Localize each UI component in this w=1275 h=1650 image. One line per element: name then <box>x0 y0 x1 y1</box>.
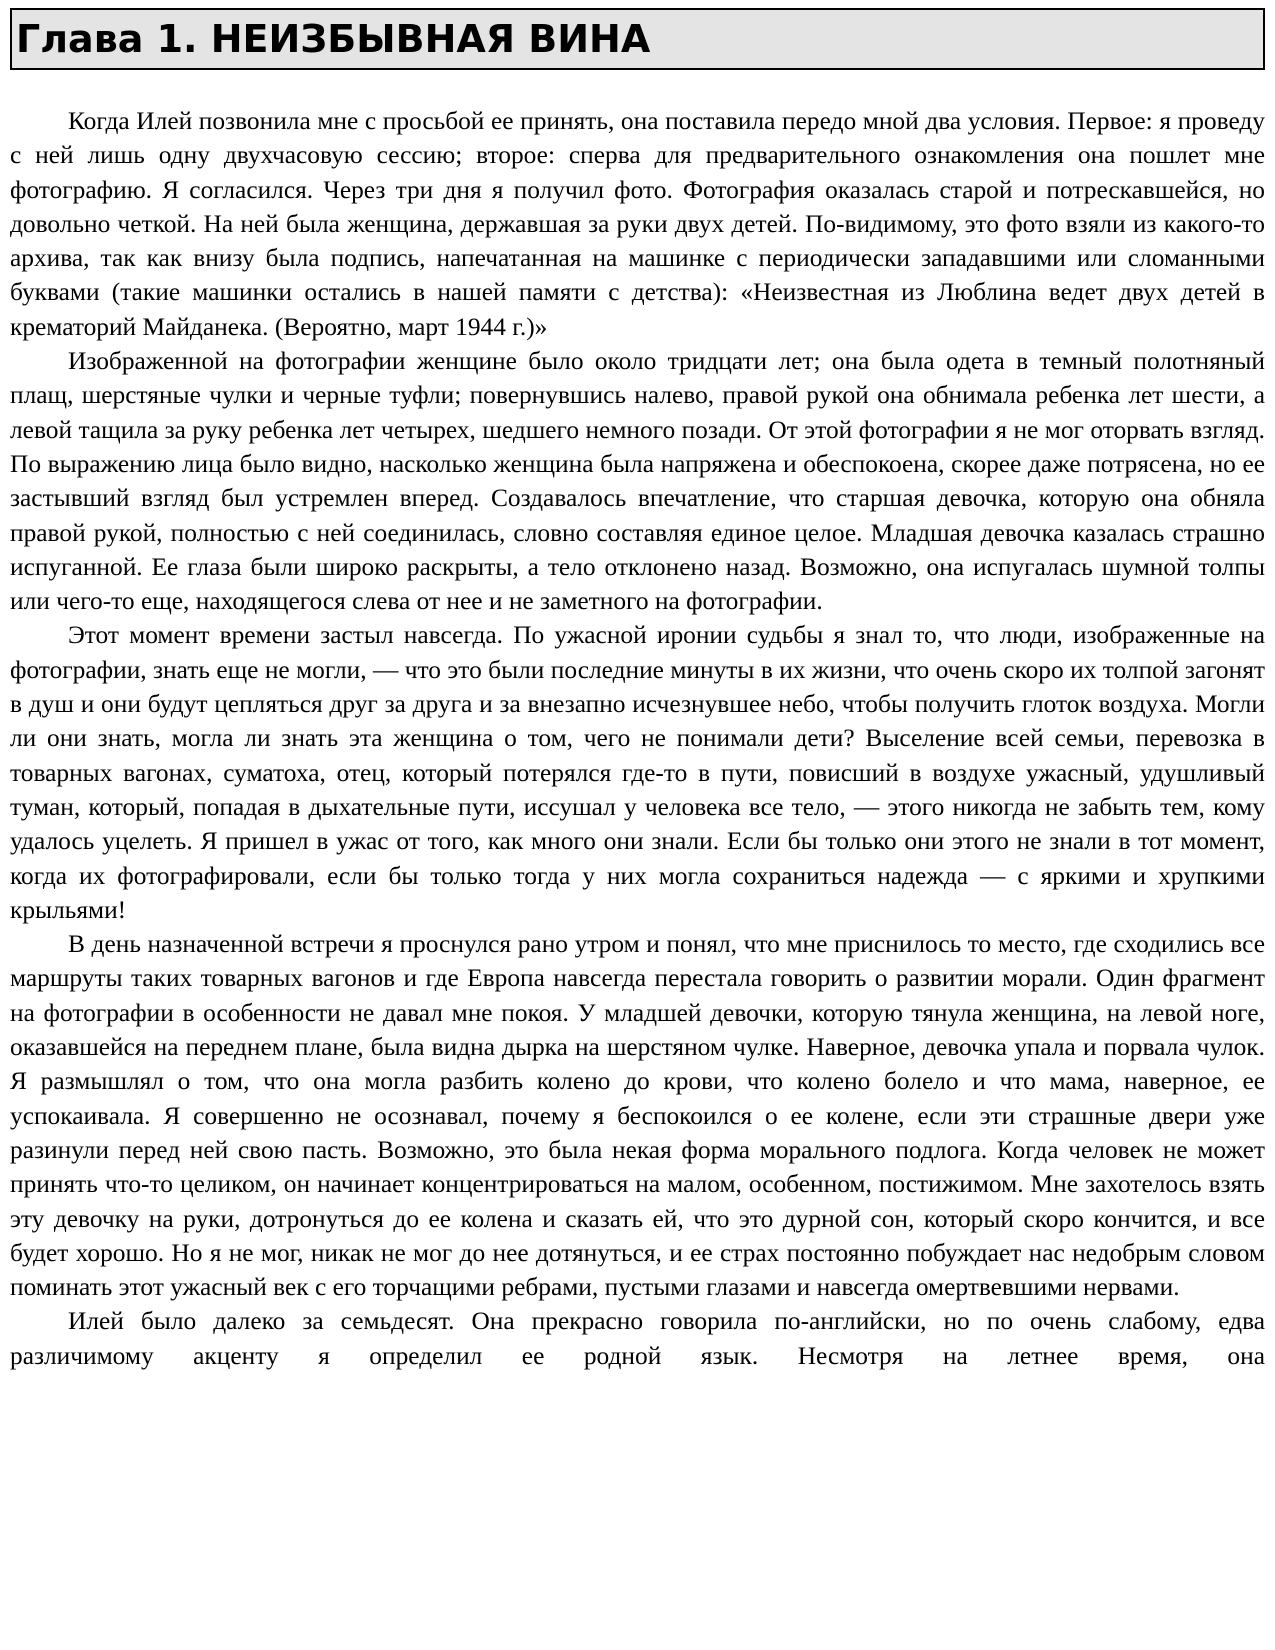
paragraph: Илей было далеко за семьдесят. Она прекрасно говорила по-английски, но по очень слабому, едва различимому акценту я определил ее родной язык. Несмотря на летнее время, она <box>10 1307 1265 1370</box>
chapter-body <box>10 104 1265 1373</box>
document-page <box>10 8 1265 1373</box>
paragraph: Когда Илей позвонила мне с просьбой ее принять, она поставила передо мной два условия. Первое: я проведу с ней лишь одну двухчасовую сессию; второе: сперва для предварительного ознакомления она пошлет мне фотографию. Я согласился. Через три дня я получил фото. Фотография оказалась старой и потрескавшейся, но довольно четкой. На ней была женщина, державшая за руки двух детей. По-видимому, это фото взяли из какого-то архива, так как внизу была подпись, напечатанная на машинке с периодически западавшими или сломанными буквами (такие машинки остались в нашей памяти с детства): «Неизвестная из Люблина ведет двух детей в крематорий Майданека. (Вероятно, март 1944 г.)» <box>10 107 1265 341</box>
chapter-title: Глава 1. НЕИЗБЫВНАЯ ВИНА <box>10 8 1265 70</box>
paragraph: Изображенной на фотографии женщине было около тридцати лет; она была одета в темный полотняный плащ, шерстяные чулки и черные туфли; повернувшись налево, правой рукой она обнимала ребенка лет шести, а левой тащила за руку ребенка лет четырех, шедшего немного позади. От этой фотографии я не мог оторвать взгляд. По выражению лица было видно, насколько женщина была напряжена и обеспокоена, скорее даже потрясена, но ее застывший взгляд был устремлен вперед. Создавалось впечатление, что старшая девочка, которую она обняла правой рукой, полностью с ней соединилась, словно составляя единое целое. Младшая девочка казалась страшно испуганной. Ее глаза были широко раскрыты, а тело отклонено назад. Возможно, она испугалась шумной толпы или чего-то еще, находящегося слева от нее и не заметного на фотографии. <box>10 347 1265 616</box>
paragraph: Этот момент времени застыл навсегда. По ужасной иронии судьбы я знал то, что люди, изображенные на фотографии, знать еще не могли, — что это были последние минуты в их жизни, что очень скоро их толпой загонят в душ и они будут цепляться друг за друга и за внезапно исчезнувшее небо, чтобы получить глоток воздуха. Могли ли они знать, могла ли знать эта женщина о том, чего не понимали дети? Выселение всей семьи, перевозка в товарных вагонах, суматоха, отец, который потерялся где-то в пути, повисший в воздухе ужасный, удушливый туман, который, попадая в дыхательные пути, иссушал у человека все тело, — этого никогда не забыть тем, кому удалось уцелеть. Я пришел в ужас от того, как много они знали. Если бы только они этого не знали в тот момент, когда их фотографировали, если бы только тогда у них могла сохраниться надежда — с яркими и хрупкими крыльями! <box>10 621 1265 924</box>
paragraph: В день назначенной встречи я проснулся рано утром и понял, что мне приснилось то место, где сходились все маршруты таких товарных вагонов и где Европа навсегда перестала говорить о развитии морали. Один фрагмент на фотографии в особенности не давал мне покоя. У младшей девочки, которую тянула женщина, на левой ноге, оказавшейся на переднем плане, была видна дырка на шерстяном чулке. Наверное, девочка упала и порвала чулок. Я размышлял о том, что она могла разбить колено до крови, что колено болело и что мама, наверное, ее успокаивала. Я совершенно не осознавал, почему я беспокоился о ее колене, если эти страшные двери уже разинули перед ней свою пасть. Возможно, это была некая форма морального подлога. Когда человек не может принять что-то целиком, он начинает концентрироваться на малом, особенном, постижимом. Мне захотелось взять эту девочку на руки, дотронуться до ее колена и сказать ей, что это дурной сон, который скоро кончится, и все будет хорошо. Но я не мог, никак не мог до нее дотянуться, и ее страх постоянно побуждает нас недобрым словом поминать этот ужасный век с его торчащими ребрами, пустыми глазами и навсегда омертвевшими нервами. <box>10 930 1265 1302</box>
